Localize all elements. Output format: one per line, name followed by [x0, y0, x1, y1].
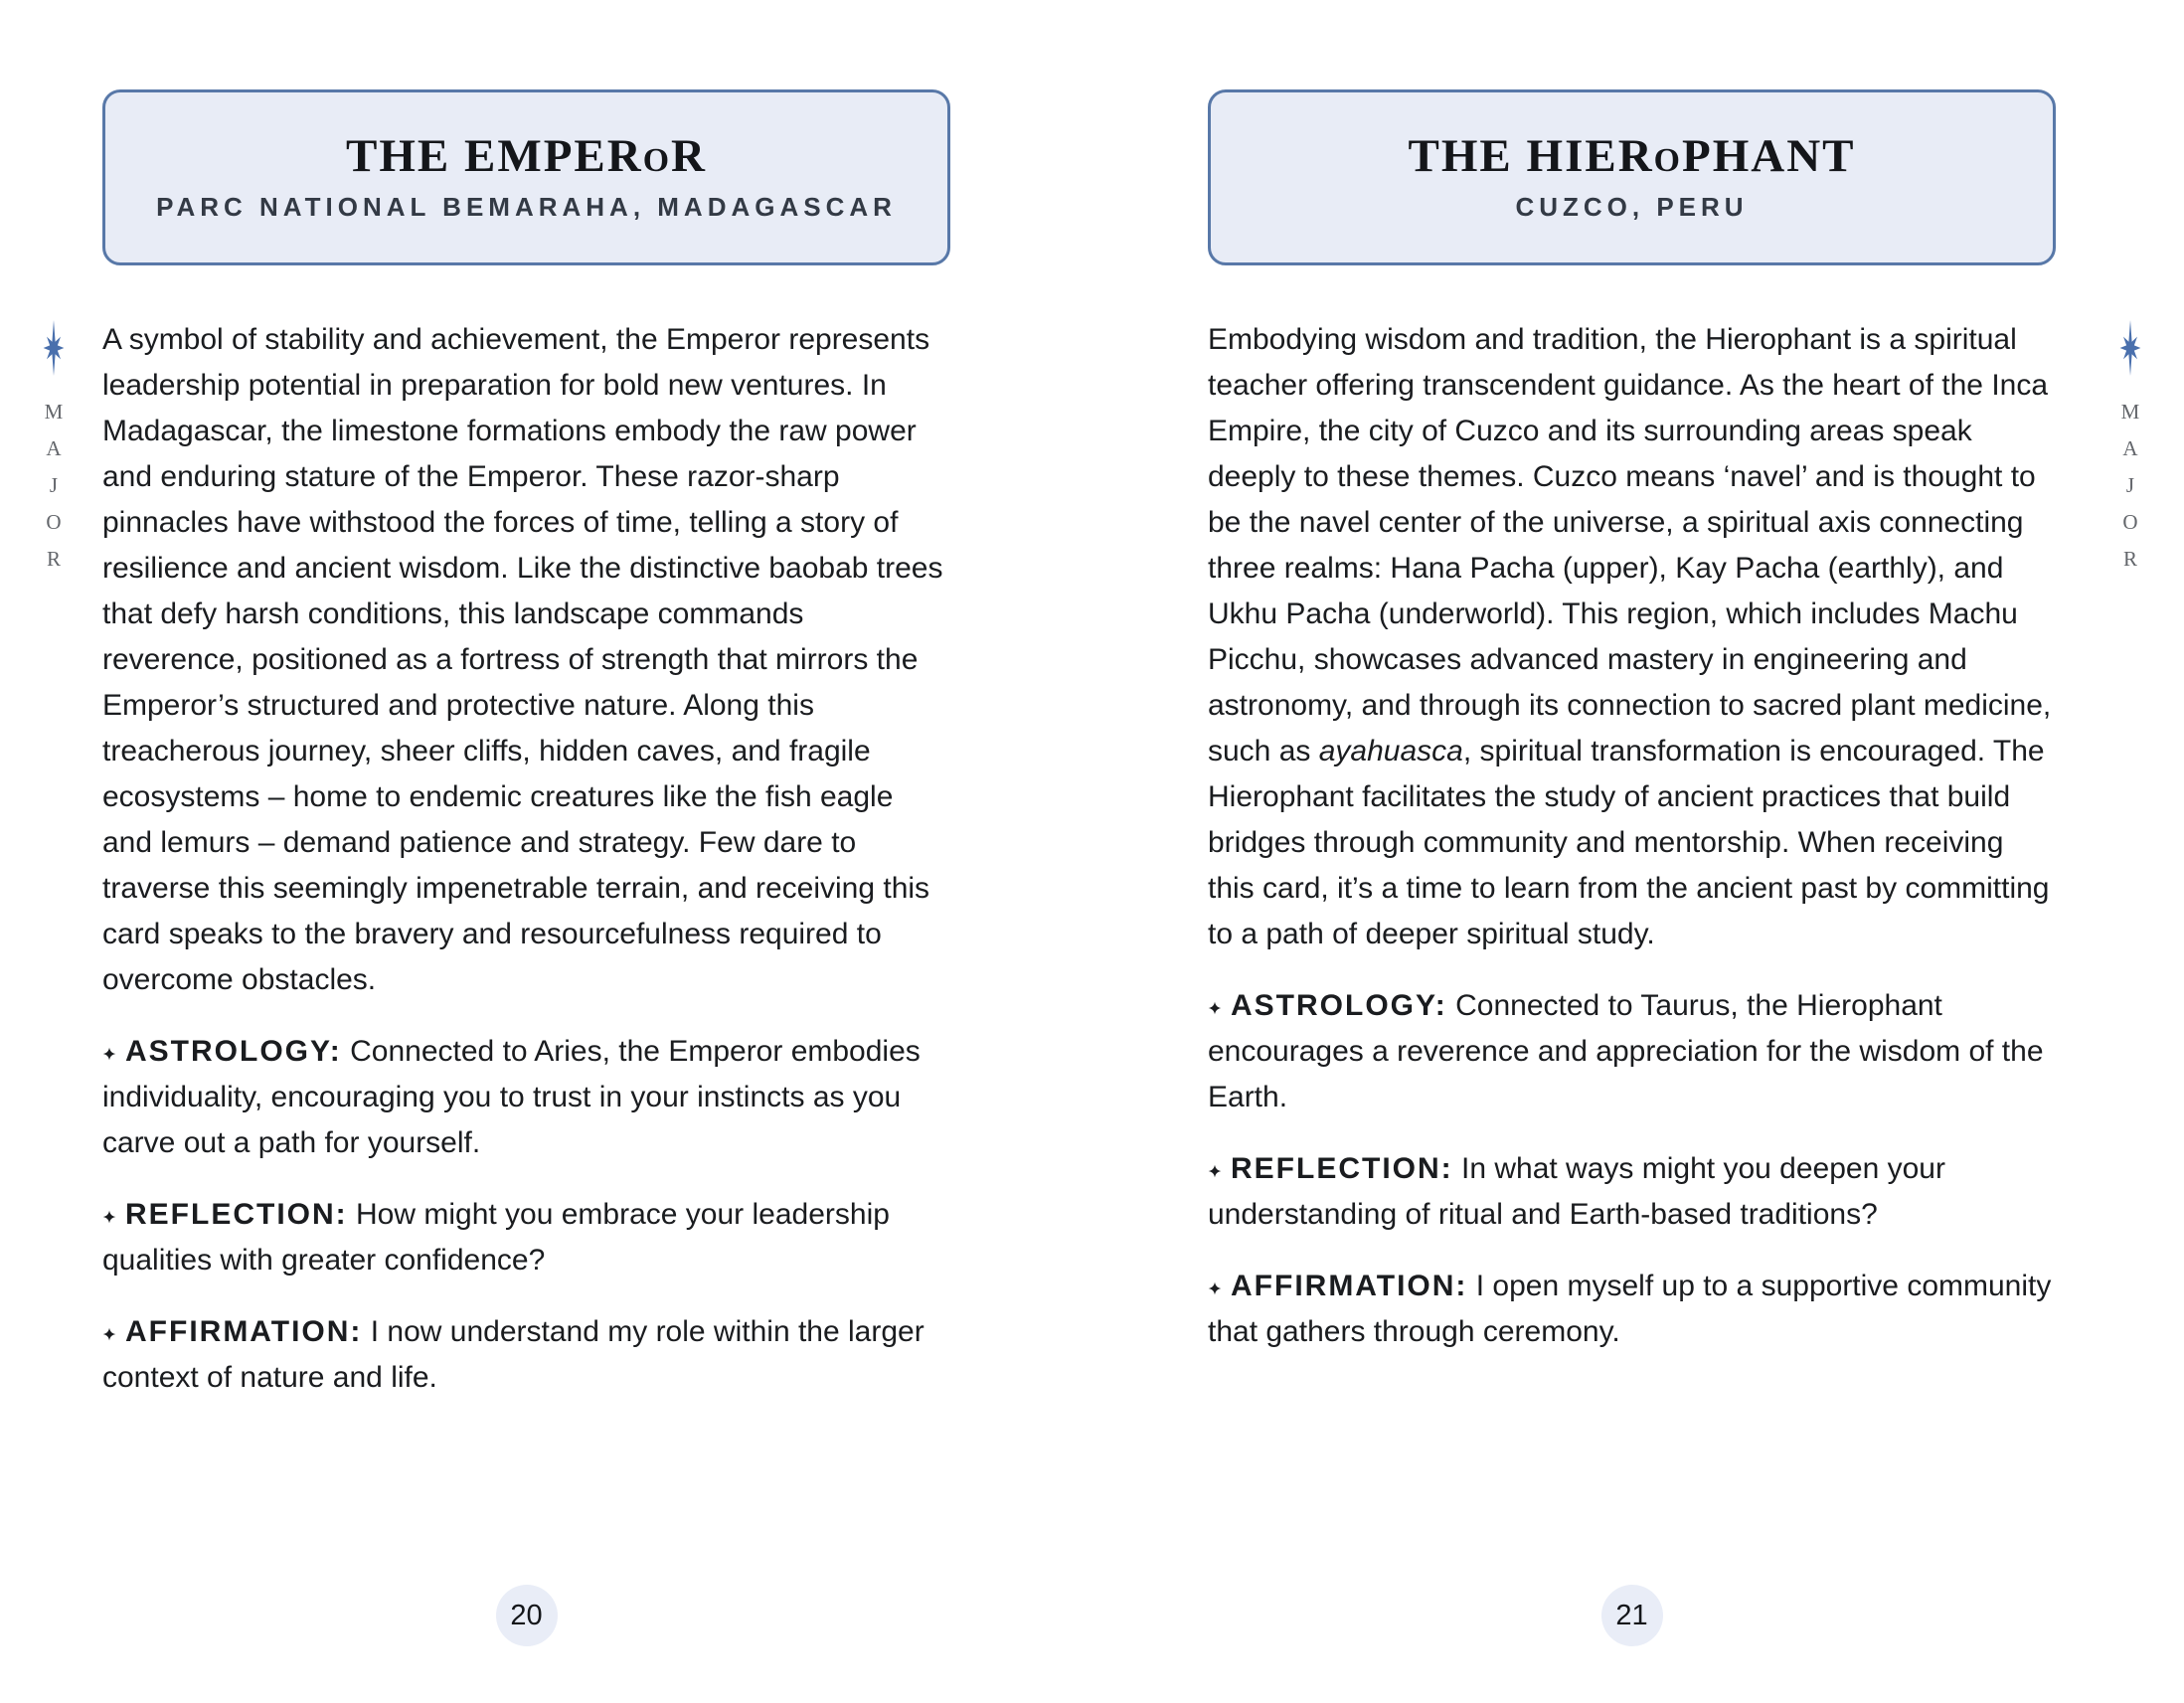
four-point-star-bullet-icon [102, 1210, 116, 1224]
eight-point-star-icon [2110, 320, 2150, 376]
section-label: REFLECTION: [125, 1198, 348, 1231]
card-title-box [102, 89, 950, 265]
rail-letter: O [46, 510, 62, 534]
card-location: CUZCO, PERU [1515, 191, 1749, 222]
major-arcana-label [2121, 400, 2140, 572]
section-label: AFFIRMATION: [1231, 1270, 1468, 1302]
rail-letter: M [2120, 400, 2140, 424]
four-point-star-bullet-icon [102, 1327, 116, 1341]
right-margin-rail [2089, 320, 2172, 572]
card-title-text: THE EMPER [346, 129, 643, 182]
card-description [1208, 317, 2056, 957]
section-text: Connected to Taurus, the Hierophant encourages a reverence and appreciation for the wisdom of the Earth. [1208, 989, 2044, 1113]
card-description: A symbol of stability and achievement, the Emperor represents leadership potential in preparation for bold new ventures. In Madagascar, the limestone formations embody the raw power and enduring stature of the Emperor. These razor-sharp pinnacles have withstood the forces of time, telling a story of resilience and ancient wisdom. Like the distinctive baobab trees that defy harsh conditions, this landscape commands reverence, positioned as a fortress of strength that mirrors the Emperor’s structured and protective nature. Along this treacherous journey, sheer cliffs, hidden caves, and fragile ecosystems – home to endemic creatures like the fish eagle and lemurs – demand patience and strategy. Few dare to traverse this seemingly impenetrable terrain, and receiving this card speaks to the bravery and resourcefulness required to overcome obstacles. [102, 323, 943, 996]
card-title-small-o: O [642, 141, 672, 179]
rail-letter: R [46, 547, 61, 571]
section-label: REFLECTION: [1231, 1152, 1453, 1185]
four-point-star-bullet-icon [1208, 1281, 1222, 1295]
rail-letter: A [2122, 436, 2138, 460]
section-text: I now understand my role within the larger context of nature and life. [102, 1315, 924, 1394]
card-title [346, 129, 707, 182]
card-title-box [1208, 89, 2056, 265]
card-title [1408, 129, 1856, 182]
eight-point-star-icon [34, 320, 74, 376]
four-point-star-bullet-icon [1208, 1001, 1222, 1015]
page-number: 20 [496, 1585, 558, 1646]
affirmation-section [102, 1309, 950, 1401]
page-number: 21 [1601, 1585, 1663, 1646]
astrology-section [102, 1029, 950, 1166]
card-location: PARC NATIONAL BEMARAHA, MADAGASCAR [156, 191, 897, 222]
rail-letter: J [49, 473, 59, 497]
section-label: ASTROLOGY: [125, 1035, 342, 1068]
reflection-section [102, 1192, 950, 1283]
italic-term: ayahuasca [1318, 735, 1463, 767]
page-hierophant [1208, 0, 2056, 1703]
rail-letter: M [44, 400, 64, 424]
card-title-text: THE HIER [1408, 129, 1654, 182]
section-text: I open myself up to a supportive community that gathers through ceremony. [1208, 1270, 2052, 1348]
card-title-small-o: O [1653, 141, 1682, 179]
four-point-star-bullet-icon [102, 1047, 116, 1061]
rail-letter: A [46, 436, 62, 460]
astrology-section [1208, 983, 2056, 1120]
rail-letter: O [2122, 510, 2138, 534]
description-text: Embodying wisdom and tradition, the Hierophant is a spiritual teacher offering transcendent guidance. As the heart of the Inca Empire, the city of Cuzco and its surrounding areas speak deeply to these themes. Cuzco means ‘navel’ and is thought to be the navel center of the universe, a spiritual axis connecting three realms: Hana Pacha (upper), Kay Pacha (earthly), and Ukhu Pacha (underworld). This region, which includes Machu Picchu, showcases advanced mastery in engineering and astronomy, and through its connection to sacred plant medicine, such as [1208, 323, 2052, 767]
page-emperor [102, 0, 950, 1703]
left-margin-rail [12, 320, 95, 572]
affirmation-section [1208, 1264, 2056, 1355]
card-title-text: R [671, 129, 707, 182]
rail-letter: R [2122, 547, 2137, 571]
section-label: ASTROLOGY: [1231, 989, 1447, 1022]
section-text: How might you embrace your leadership qualities with greater confidence? [102, 1198, 890, 1277]
rail-letter: J [2125, 473, 2135, 497]
section-label: AFFIRMATION: [125, 1315, 363, 1348]
four-point-star-bullet-icon [1208, 1164, 1222, 1178]
section-text: In what ways might you deepen your understanding of ritual and Earth-based traditions? [1208, 1152, 1945, 1231]
reflection-section [1208, 1146, 2056, 1238]
card-title-text: PHANT [1681, 129, 1856, 182]
section-text: Connected to Aries, the Emperor embodies individuality, encouraging you to trust in your instincts as you carve out a path for yourself. [102, 1035, 921, 1159]
major-arcana-label [45, 400, 64, 572]
description-text: , spiritual transformation is encouraged. The Hierophant facilitates the study of ancient practices that build bridges through community and mentorship. When receiving this card, it’s a time to learn from the ancient past by committing to a path of deeper spiritual study. [1208, 735, 2050, 950]
